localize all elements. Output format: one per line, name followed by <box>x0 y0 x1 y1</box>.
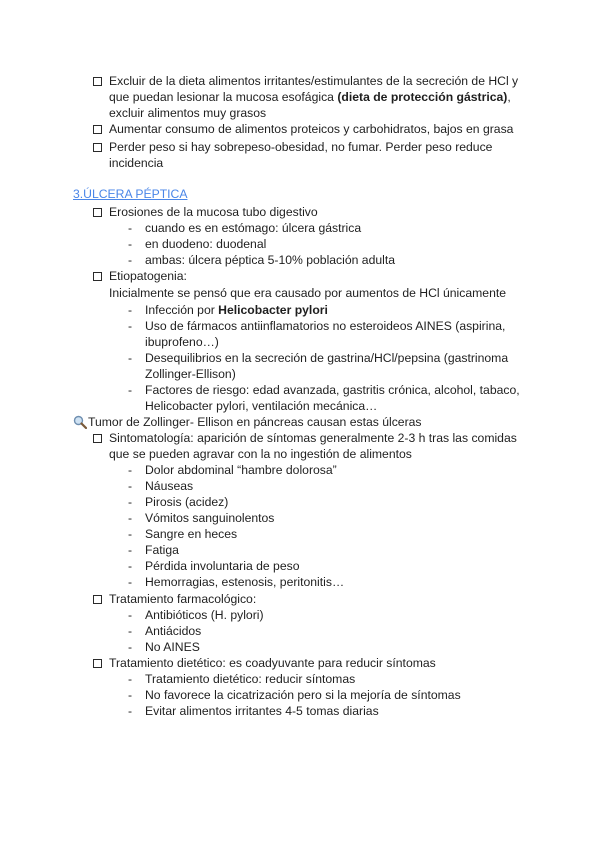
intro-item-3-line-1: Perder peso si hay sobrepeso-obesidad, no fumar. Perder peso reduce <box>109 140 493 154</box>
dash-bullet: - <box>128 543 133 557</box>
checkbox-icon[interactable] <box>93 77 102 86</box>
dash-bullet: - <box>128 303 133 317</box>
intro-item-1-line-3: excluir alimentos muy grasos <box>109 106 267 120</box>
etiopatogenia-aines-2: ibuprofeno…) <box>145 335 219 349</box>
intro-item-1-line-2: que puedan lesionar la mucosa esofágica (dieta de protección gástrica), <box>109 90 511 104</box>
dietetico-sub-2: No favorece la cicatrización pero si la mejoría de síntomas <box>145 688 461 702</box>
farmacologico-sub-1: Antibióticos (H. pylori) <box>145 608 264 622</box>
dash-bullet: - <box>128 253 133 267</box>
checkbox-icon[interactable] <box>93 434 102 443</box>
dietetico-sub-1: Tratamiento dietético: reducir síntomas <box>145 672 356 686</box>
magnifier-icon <box>73 415 87 429</box>
sintoma-3: Pirosis (acidez) <box>145 495 229 509</box>
sintoma-4: Vómitos sanguinolentos <box>145 511 275 525</box>
sintoma-2: Náuseas <box>145 479 194 493</box>
sintoma-6: Fatiga <box>145 543 179 557</box>
erosiones-sub-3: ambas: úlcera péptica 5-10% población adulta <box>145 253 396 267</box>
zollinger-note: Tumor de Zollinger- Ellison en páncreas causan estas úlceras <box>88 415 422 429</box>
dash-bullet: - <box>128 575 133 589</box>
dash-bullet: - <box>128 221 133 235</box>
dash-bullet: - <box>128 688 133 702</box>
farmacologico-sub-3: No AINES <box>145 640 200 654</box>
sintomatologia-label-2: que se pueden agravar con la no ingestión de alimentos <box>109 447 412 461</box>
dash-bullet: - <box>128 704 133 718</box>
erosiones-label: Erosiones de la mucosa tubo digestivo <box>109 205 318 219</box>
sintoma-8: Hemorragias, estenosis, peritonitis… <box>145 575 345 589</box>
dash-bullet: - <box>128 527 133 541</box>
dietetico-label: Tratamiento dietético: es coadyuvante para reducir síntomas <box>109 656 436 670</box>
checkbox-icon[interactable] <box>93 659 102 668</box>
etiopatogenia-infeccion: Infección por Helicobacter pylori <box>145 303 328 317</box>
dash-bullet: - <box>128 479 133 493</box>
dash-bullet: - <box>128 495 133 509</box>
checkbox-icon[interactable] <box>93 272 102 281</box>
sintoma-5: Sangre en heces <box>145 527 238 541</box>
etiopatogenia-deseq-1: Desequilibrios en la secreción de gastrina/HCl/pepsina (gastrinoma <box>145 351 509 365</box>
intro-item-2: Aumentar consumo de alimentos proteicos y carbohidratos, bajos en grasa <box>109 122 514 136</box>
etiopatogenia-deseq-2: Zollinger-Ellison) <box>145 367 236 381</box>
checkbox-icon[interactable] <box>93 125 102 134</box>
etiopatogenia-label: Etiopatogenia: <box>109 269 187 283</box>
dash-bullet: - <box>128 319 133 333</box>
erosiones-sub-2: en duodeno: duodenal <box>145 237 267 251</box>
section-heading[interactable]: 3.ÚLCERA PÉPTICA <box>73 187 188 201</box>
erosiones-sub-1: cuando es en estómago: úlcera gástrica <box>145 221 362 235</box>
dash-bullet: - <box>128 559 133 573</box>
intro-item-3-line-2: incidencia <box>109 156 164 170</box>
farmacologico-label: Tratamiento farmacológico: <box>109 592 257 606</box>
checkbox-icon[interactable] <box>93 208 102 217</box>
intro-item-1-line-1: Excluir de la dieta alimentos irritantes/estimulantes de la secreción de HCl y <box>109 74 519 88</box>
dash-bullet: - <box>128 640 133 654</box>
dash-bullet: - <box>128 624 133 638</box>
dash-bullet: - <box>128 237 133 251</box>
etiopatogenia-intro: Inicialmente se pensó que era causado por aumentos de HCl únicamente <box>109 286 507 300</box>
dash-bullet: - <box>128 383 133 397</box>
dash-bullet: - <box>128 608 133 622</box>
dietetico-sub-3: Evitar alimentos irritantes 4-5 tomas diarias <box>145 704 379 718</box>
etiopatogenia-factores-1: Factores de riesgo: edad avanzada, gastritis crónica, alcohol, tabaco, <box>145 383 520 397</box>
farmacologico-sub-2: Antiácidos <box>145 624 202 638</box>
checkbox-icon[interactable] <box>93 143 102 152</box>
dash-bullet: - <box>128 672 133 686</box>
checkbox-icon[interactable] <box>93 595 102 604</box>
etiopatogenia-aines-1: Uso de fármacos antiinflamatorios no esteroideos AINES (aspirina, <box>145 319 506 333</box>
sintomatologia-label-1: Sintomatología: aparición de síntomas generalmente 2-3 h tras las comidas <box>109 431 517 445</box>
dash-bullet: - <box>128 463 133 477</box>
sintoma-7: Pérdida involuntaria de peso <box>145 559 300 573</box>
dash-bullet: - <box>128 351 133 365</box>
dash-bullet: - <box>128 511 133 525</box>
etiopatogenia-factores-2: Helicobacter pylori, ventilación mecánica… <box>145 399 378 413</box>
sintoma-1: Dolor abdominal “hambre dolorosa” <box>145 463 337 477</box>
